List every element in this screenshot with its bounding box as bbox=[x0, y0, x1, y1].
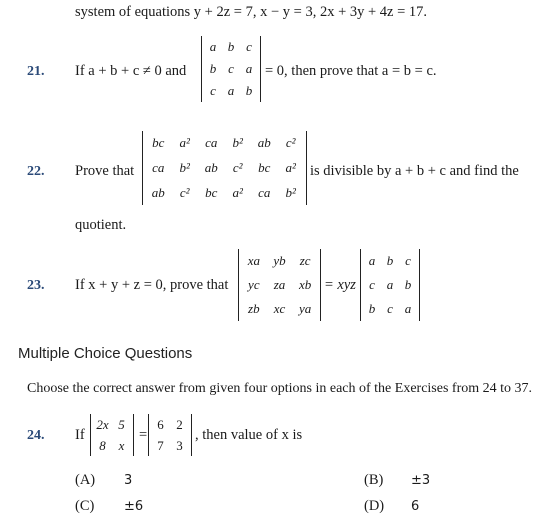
option-d-label: (D) bbox=[364, 498, 385, 514]
det-cell: 2x bbox=[96, 416, 109, 432]
det-cell: c bbox=[228, 61, 234, 76]
det-cell: b bbox=[368, 301, 376, 316]
det-cell: c bbox=[210, 83, 216, 98]
det-cell: xc bbox=[273, 301, 286, 316]
instruction-text: Choose the correct answer from given four options in each of the Exercises from 24 to 37. bbox=[27, 381, 533, 396]
det-cell: 3 bbox=[176, 437, 183, 453]
question-text: = xyz bbox=[324, 277, 356, 293]
option-b-label: (B) bbox=[364, 472, 384, 488]
question-number: 22. bbox=[27, 164, 45, 179]
option-c-label: (C) bbox=[75, 498, 95, 514]
det-cell: b bbox=[386, 253, 394, 268]
det-cell: c bbox=[387, 301, 393, 316]
determinant bbox=[238, 249, 321, 321]
question-number: 23. bbox=[27, 278, 45, 293]
det-cell: ya bbox=[299, 301, 312, 316]
det-cell: a² bbox=[232, 184, 243, 200]
question-text: , then value of x is bbox=[195, 427, 303, 443]
det-cell: 5 bbox=[118, 416, 125, 432]
det-cell: a bbox=[227, 83, 235, 98]
determinant bbox=[148, 414, 192, 456]
question-text: is divisible by a + b + c and find the bbox=[310, 163, 519, 179]
question-text: quotient. bbox=[75, 217, 127, 233]
det-cell: a bbox=[245, 61, 253, 76]
section-heading: Multiple Choice Questions bbox=[18, 345, 193, 362]
det-cell: b² bbox=[232, 135, 243, 151]
determinant bbox=[90, 414, 134, 456]
det-cell: b² bbox=[179, 159, 190, 175]
det-cell: b² bbox=[285, 184, 296, 200]
det-cell: c² bbox=[179, 184, 190, 200]
det-cell: xa bbox=[247, 253, 260, 268]
determinant bbox=[142, 131, 307, 205]
det-cell: c bbox=[369, 277, 375, 292]
question-number: 21. bbox=[27, 64, 45, 79]
det-cell: a bbox=[404, 301, 412, 316]
det-cell: a² bbox=[179, 135, 190, 151]
det-cell: 2 bbox=[176, 416, 183, 432]
equals-sign: = bbox=[139, 427, 148, 443]
det-cell: ca bbox=[152, 159, 165, 175]
det-cell: yb bbox=[273, 253, 286, 268]
determinant bbox=[201, 36, 261, 102]
question-text: If x + y + z = 0, prove that bbox=[75, 277, 229, 293]
det-cell: a bbox=[209, 39, 217, 54]
det-cell: zb bbox=[248, 301, 260, 316]
det-cell: zc bbox=[299, 253, 311, 268]
det-cell: 8 bbox=[99, 437, 106, 453]
det-cell: bc bbox=[258, 159, 271, 175]
question-text: = 0, then prove that a = b = c. bbox=[265, 63, 437, 79]
det-cell: 7 bbox=[157, 437, 164, 453]
det-cell: x bbox=[118, 437, 125, 453]
determinant bbox=[360, 249, 420, 321]
det-cell: b bbox=[209, 61, 217, 76]
det-cell: ca bbox=[205, 135, 218, 151]
det-cell: a bbox=[368, 253, 376, 268]
det-cell: c bbox=[246, 39, 252, 54]
det-cell: c² bbox=[285, 135, 296, 151]
option-b-value: ±3 bbox=[411, 473, 431, 488]
det-cell: bc bbox=[152, 135, 165, 151]
option-c-value: ±6 bbox=[124, 499, 144, 514]
det-cell: bc bbox=[205, 184, 218, 200]
det-cell: b bbox=[227, 39, 235, 54]
question-text: If a + b + c ≠ 0 and bbox=[75, 63, 187, 79]
det-cell: a² bbox=[285, 159, 296, 175]
det-cell: ab bbox=[257, 135, 271, 151]
det-cell: za bbox=[273, 277, 286, 292]
det-cell: ab bbox=[204, 159, 218, 175]
det-cell: 6 bbox=[157, 416, 164, 432]
det-cell: xb bbox=[299, 277, 312, 292]
det-cell: c² bbox=[232, 159, 243, 175]
option-d-value: 6 bbox=[411, 499, 420, 514]
det-cell: c bbox=[405, 253, 411, 268]
det-cell: ca bbox=[258, 184, 271, 200]
question-text: Prove that bbox=[75, 163, 135, 179]
det-cell: a bbox=[386, 277, 394, 292]
question-number: 24. bbox=[27, 428, 45, 443]
det-cell: b bbox=[404, 277, 412, 292]
det-cell: ab bbox=[151, 184, 165, 200]
question-text: If bbox=[75, 427, 85, 443]
det-cell: b bbox=[245, 83, 253, 98]
option-a-label: (A) bbox=[75, 472, 96, 488]
equation-line: system of equations y + 2z = 7, x − y = 3, 2x + 3y + 4z = 17. bbox=[75, 4, 428, 20]
option-a-value: 3 bbox=[124, 473, 133, 488]
det-cell: yc bbox=[248, 277, 260, 292]
